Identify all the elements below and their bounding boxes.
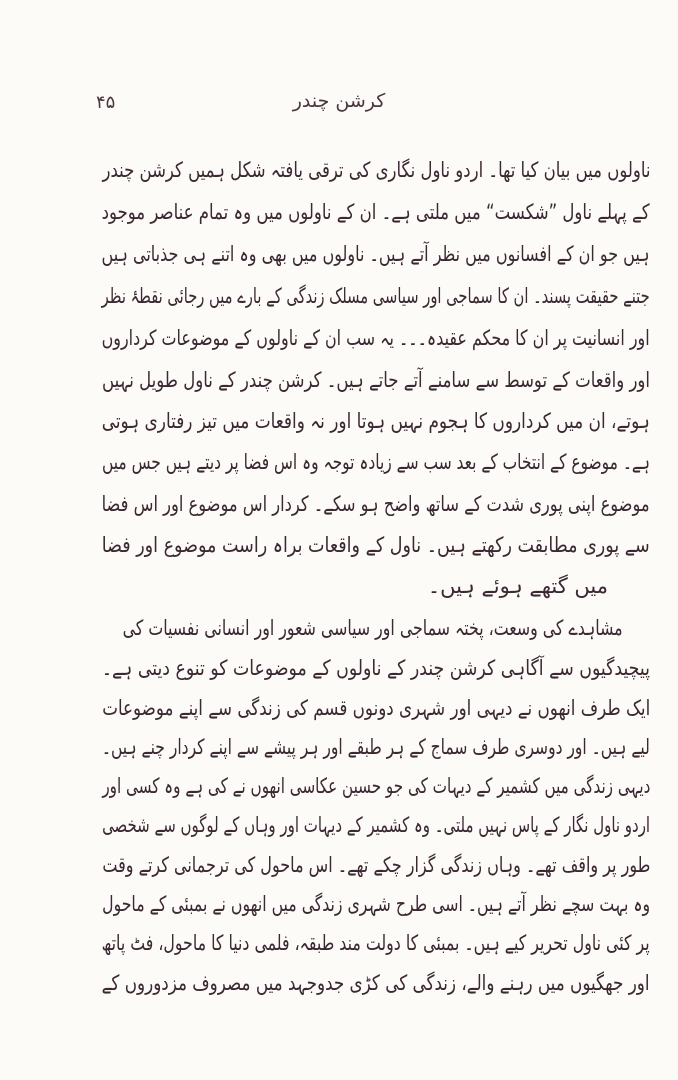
- text-line: [102, 805, 650, 845]
- line-text: اور واقعات کے توسط سے سامنے آتے جاتے ہیں۔ کرشن چندر کے ناول طویل نہیں: [102, 368, 650, 392]
- text-line: [102, 442, 650, 482]
- text-line: [102, 150, 650, 190]
- text-line: [102, 525, 650, 565]
- line-text: اور جھگیوں میں رہنے والے، زندگی کی کڑی جدوجہد میں مصروف مزدوروں کے: [102, 971, 650, 995]
- line-text: لیے ہیں۔ اور دوسری طرف سماج کے ہر طبقے اور ہر پیشے سے اپنے کردار چنے ہیں۔: [102, 735, 650, 759]
- line-text: اردو ناول نگار کے پاس نہیں ملتی۔ وہ کشمیر کے دیہات اور وہاں کے لوگوں سے شخصی: [102, 813, 650, 837]
- line-text: ہے۔ موضوع کے انتخاب کے بعد سب سے زیادہ توجہ وہ اس فضا پر دیتے ہیں جس میں: [102, 450, 650, 474]
- text-line: [102, 845, 650, 885]
- line-text: پر کئی ناول تحریر کیے ہیں۔ بمبئی کا دولت مند طبقہ، فلمی دنیا کا ماحول، فٹ پاتھ: [102, 931, 650, 955]
- paragraph-last-line: [188, 566, 608, 606]
- line-text: ناولوں میں بیان کیا تھا۔ اردو ناول نگاری کی ترقی یافتہ شکل ہمیں کرشن چندر: [102, 158, 650, 182]
- page-number: ۴۵: [96, 92, 116, 113]
- text-line: [102, 766, 650, 806]
- line-text: دیہی زندگی میں کشمیر کے دیہات کی جو حسین عکاسی انھوں نے کی ہے وہ کسی اور: [102, 774, 650, 798]
- text-line: [102, 276, 650, 316]
- text-line: [102, 727, 650, 767]
- line-text: ہوتے، ان میں کرداروں کا ہجوم نہیں ہوتا اور نہ واقعات میں تیز رفتاری ہوتی: [102, 409, 650, 433]
- text-line: [123, 608, 623, 648]
- line-text: ہیں جو ان کے افسانوں میں نظر آتے ہیں۔ ناولوں میں بھی وہ اتنے ہی جذباتی ہیں: [102, 242, 650, 266]
- text-line: [102, 401, 650, 441]
- running-title: کرشن چندر: [292, 90, 386, 112]
- line-text: میں گتھے ہوئے ہیں۔: [427, 574, 608, 598]
- line-text: مشاہدے کی وسعت، پختہ سماجی اور سیاسی شعور اور انسانی نفسیات کی: [122, 616, 623, 640]
- line-text: وہ بہت سچے نظر آتے ہیں۔ اسی طرح شہری زندگی میں انھوں نے بمبئی کے ماحول: [102, 892, 650, 916]
- text-line: [102, 688, 650, 728]
- line-text: پیچیدگیوں سے آگاہی کرشن چندر کے ناولوں کے موضوعات کو تنوع دیتی ہے۔: [102, 656, 650, 680]
- text-line: [102, 484, 650, 524]
- line-text: ایک طرف انھوں نے دیہی اور شہری دونوں قسم کی زندگی سے اپنے موضوعات: [102, 696, 650, 720]
- text-line: [102, 192, 650, 232]
- text-line: [102, 884, 650, 924]
- line-text: موضوع اپنی پوری شدت کے ساتھ واضح ہو سکے۔ کردار اس موضوع اور اس فضا: [102, 492, 650, 516]
- line-text: طور پر واقف تھے۔ وہاں زندگی گزار چکے تھے۔ اس ماحول کی ترجمانی کرتے وقت: [102, 853, 650, 877]
- line-text: جتنے حقیقت پسند۔ ان کا سماجی اور سیاسی مسلک زندگی کے بارے میں رجائی نقطۂ نظر: [102, 284, 650, 308]
- text-line: [102, 318, 650, 358]
- text-line: [102, 963, 650, 1003]
- text-line: [102, 234, 650, 274]
- line-text: سے پوری مطابقت رکھتے ہیں۔ ناول کے واقعات براہ راست موضوع اور فضا: [102, 533, 650, 557]
- text-line: [102, 360, 650, 400]
- text-line: [102, 923, 650, 963]
- line-text: اور انسانیت پر ان کا محکم عقیدہ۔۔۔ یہ سب ان کے ناولوں کے موضوعات کرداروں: [102, 326, 650, 350]
- line-text: کے پہلے ناول ”شکست“ میں ملتی ہے۔ ان کے ناولوں میں وہ تمام عناصر موجود: [102, 200, 650, 224]
- text-line: [102, 648, 650, 688]
